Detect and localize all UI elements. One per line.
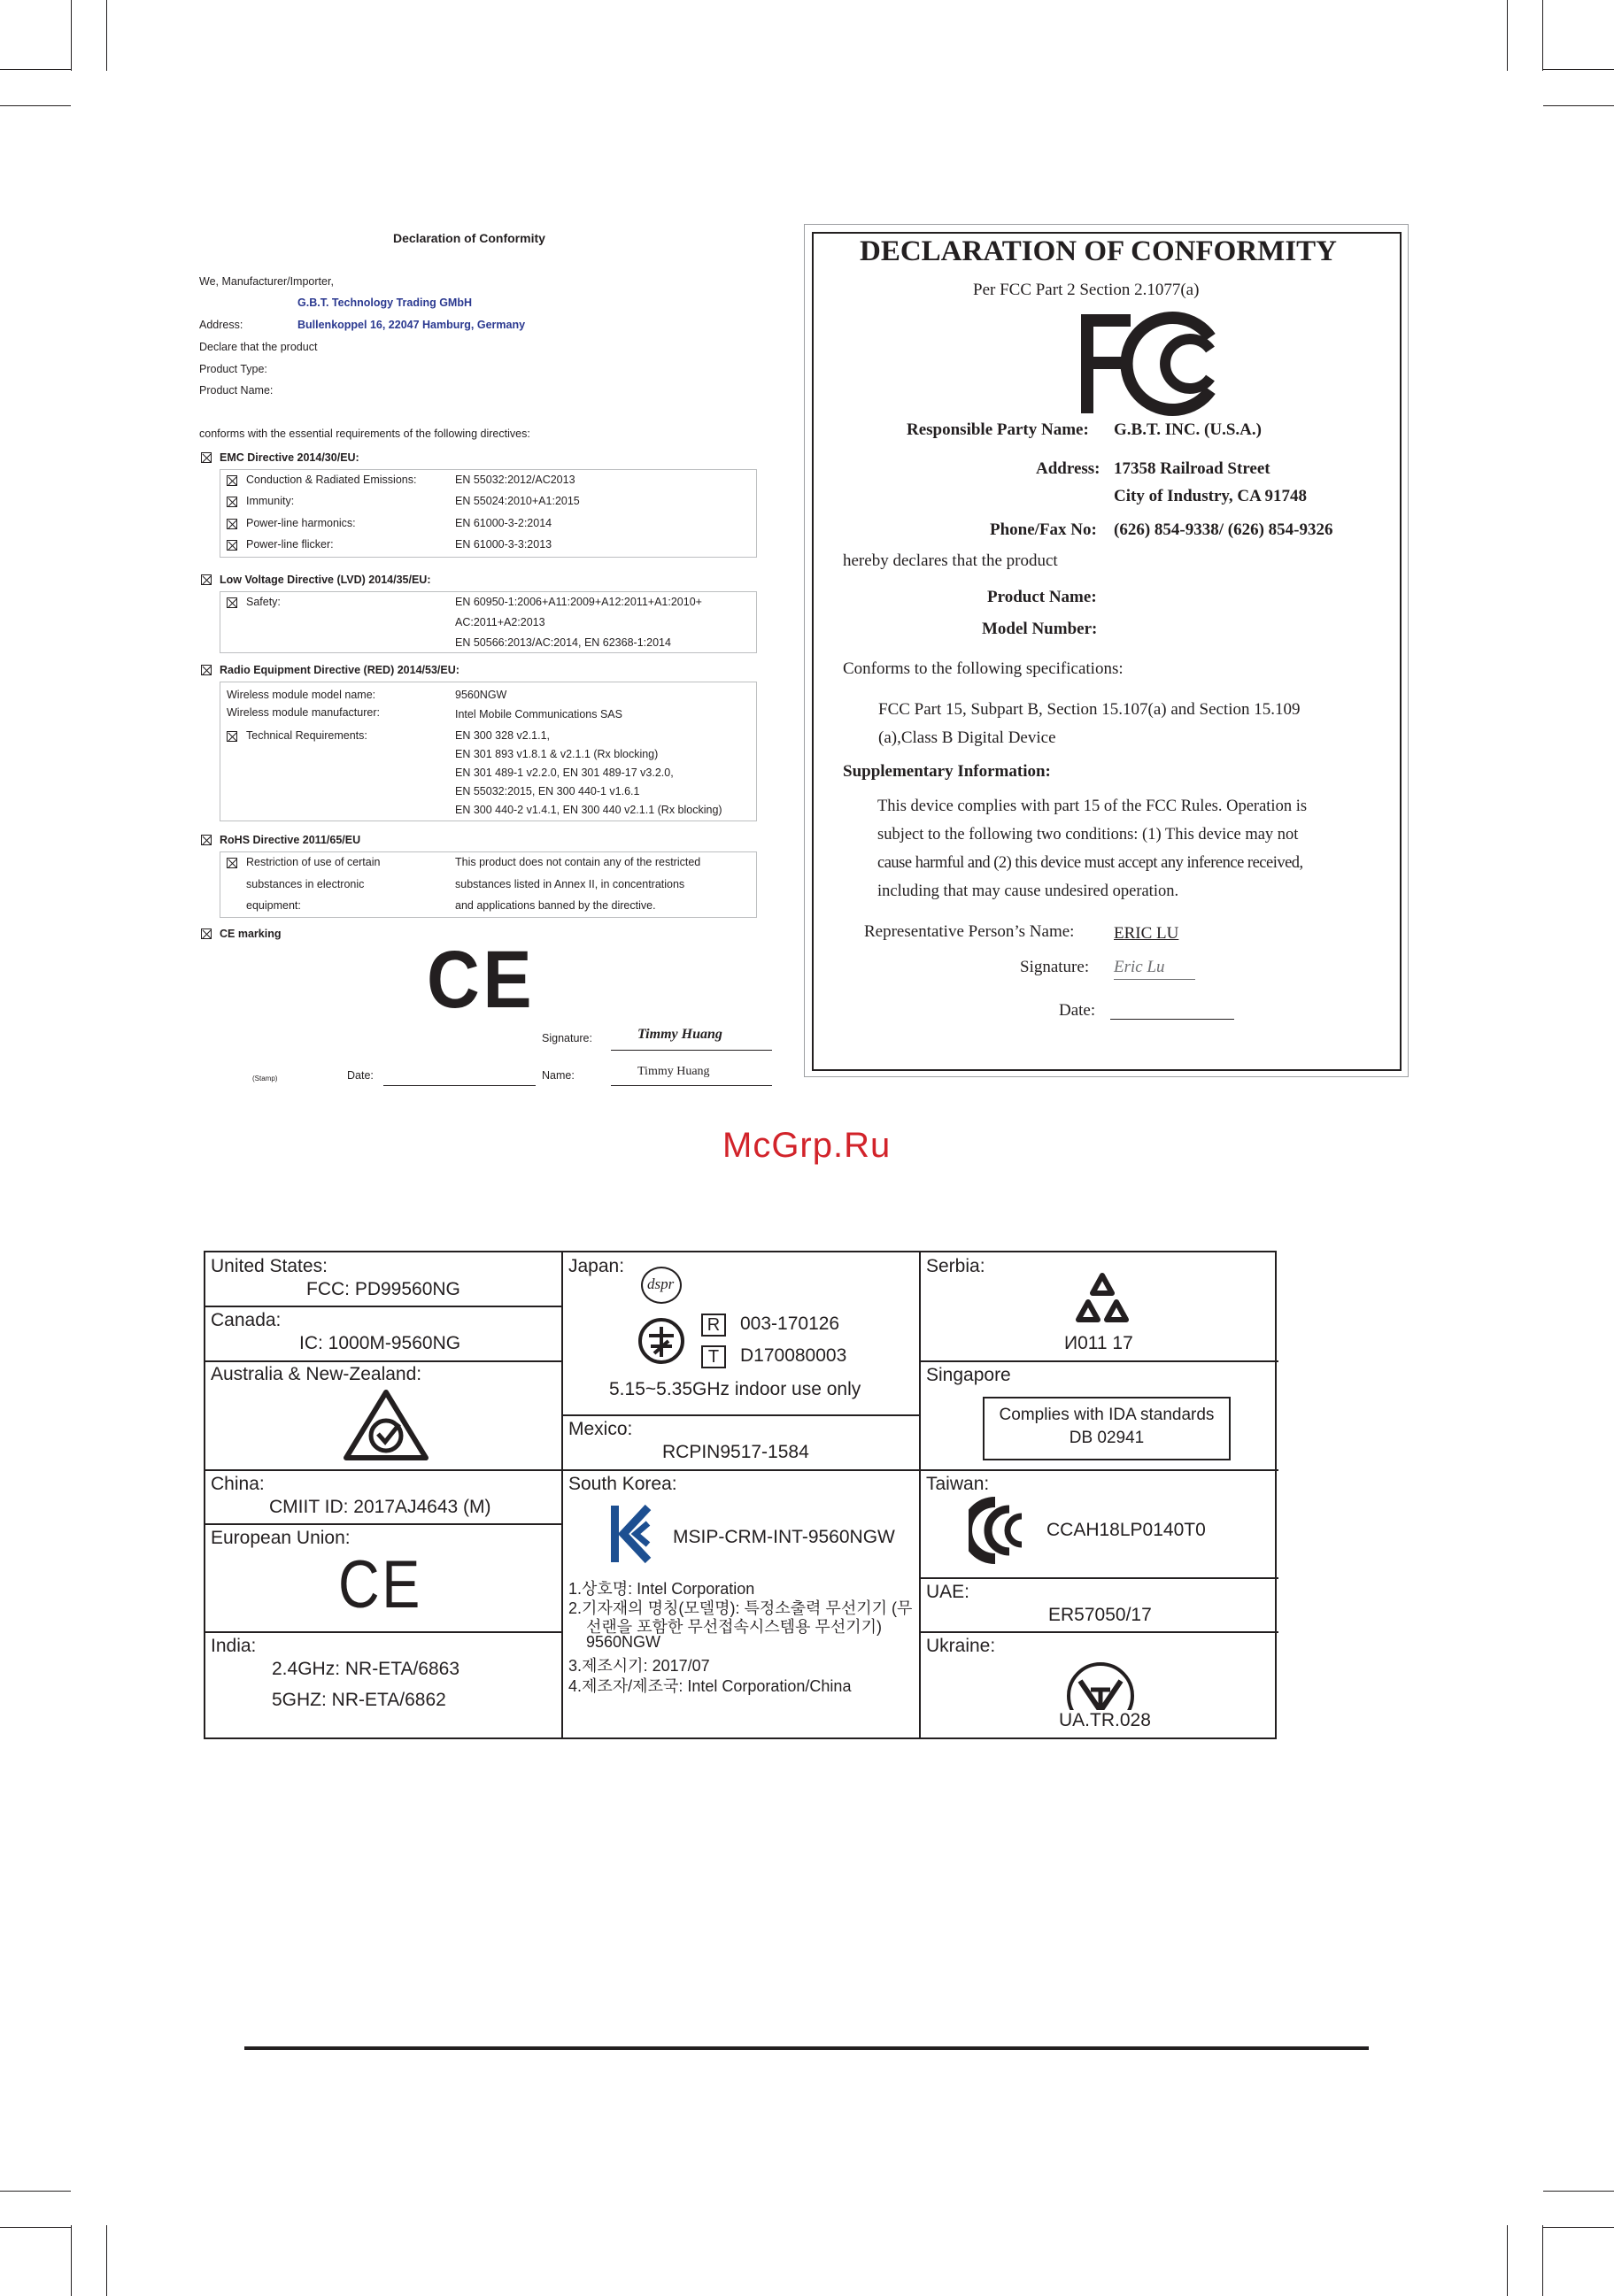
eu-label: European Union: xyxy=(211,1528,351,1548)
eu-signature: Timmy Huang xyxy=(637,1027,722,1042)
ce-mark-logo: CE xyxy=(427,935,536,1025)
eu-signature-label: Signature: xyxy=(542,1032,592,1044)
grid-line xyxy=(205,1306,563,1307)
sg-box-line2: DB 02941 xyxy=(1069,1429,1145,1447)
fcc-sig-line xyxy=(1114,979,1195,980)
giteki-icon xyxy=(637,1316,686,1366)
emc-row-checkbox xyxy=(227,497,237,507)
eu-name: Timmy Huang xyxy=(637,1065,710,1078)
eu-declaration xyxy=(0,0,797,1098)
au-label: Australia & New-Zealand: xyxy=(211,1364,422,1384)
jp-r-value: 003-170126 xyxy=(740,1314,840,1334)
rs-label: Serbia: xyxy=(926,1256,985,1276)
fcc-rep-label: Representative Person’s Name: xyxy=(864,922,1075,941)
red-line: EN 301 893 v1.8.1 & v2.1.1 (Rx blocking) xyxy=(455,748,659,760)
lvd-line: EN 50566:2013/AC:2014, EN 62368-1:2014 xyxy=(455,636,671,649)
rohs-left: substances in electronic xyxy=(246,878,365,890)
watermark-text: McGrp.Ru xyxy=(722,1126,892,1165)
red-mfr: Intel Mobile Communications SAS xyxy=(455,708,622,720)
eu-product-type-label: Product Type: xyxy=(199,363,267,375)
grid-line xyxy=(561,1252,563,1737)
us-label: United States: xyxy=(211,1256,328,1276)
fcc-address1: 17358 Railroad Street xyxy=(1114,459,1270,478)
fcc-hereby: hereby declares that the product xyxy=(843,551,1058,570)
jp-label: Japan: xyxy=(568,1256,625,1276)
fcc-product-name-label: Product Name: xyxy=(987,588,1097,606)
eu-declare: Declare that the product xyxy=(199,341,318,353)
fcc-supp-label: Supplementary Information: xyxy=(843,762,1051,781)
tw-value: CCAH18LP0140T0 xyxy=(1046,1520,1206,1540)
lvd-line: AC:2011+A2:2013 xyxy=(455,616,545,628)
eu-company: G.B.T. Technology Trading GMbH xyxy=(297,297,472,309)
emc-row-value: EN 55032:2012/AC2013 xyxy=(455,474,575,486)
fcc-address2: City of Industry, CA 91748 xyxy=(1114,487,1307,505)
in-value-24: 2.4GHz: NR-ETA/6863 xyxy=(272,1659,460,1679)
lvd-safety-label: Safety: xyxy=(246,596,281,608)
in-value-5: 5GHZ: NR-ETA/6862 xyxy=(272,1690,446,1710)
fcc-spec1: FCC Part 15, Subpart B, Section 15.107(a) and Section 15.109 xyxy=(878,700,1301,719)
emc-row-label: Conduction & Radiated Emissions: xyxy=(246,474,417,486)
grid-line xyxy=(205,1631,563,1633)
red-tech-checkbox xyxy=(227,731,237,742)
fcc-date-label: Date: xyxy=(1059,1001,1096,1020)
sg-label: Singapore xyxy=(926,1365,1011,1385)
eu-intro: We, Manufacturer/Importer, xyxy=(199,275,334,288)
rs-value: И011 17 xyxy=(1064,1333,1133,1353)
grid-line xyxy=(919,1577,1278,1579)
fcc-spec2: (a),Class B Digital Device xyxy=(878,728,1056,747)
jp-note: 5.15~5.35GHz indoor use only xyxy=(609,1379,861,1399)
eu-stamp: (Stamp) xyxy=(252,1075,278,1083)
emc-row-label: Power-line flicker: xyxy=(246,538,334,551)
fcc-supp-line: cause harmful and (2) this device must accept any inference received, xyxy=(877,854,1303,872)
lvd-line: EN 60950-1:2006+A11:2009+A12:2011+A1:2010+ xyxy=(455,596,702,608)
eu-name-label: Name: xyxy=(542,1069,575,1082)
grid-line xyxy=(205,1523,563,1525)
red-model-label: Wireless module model name: xyxy=(227,689,376,701)
grid-line xyxy=(919,1360,1278,1362)
ca-label: Canada: xyxy=(211,1310,282,1330)
fcc-conforms: Conforms to the following specifications: xyxy=(843,659,1124,678)
fcc-declaration xyxy=(804,224,1409,1077)
lvd-checkbox xyxy=(201,574,212,585)
eu-address-label: Address: xyxy=(199,319,243,331)
emc-row-checkbox xyxy=(227,475,237,486)
fcc-rp: G.B.T. INC. (U.S.A.) xyxy=(1114,420,1262,439)
fcc-title: DECLARATION OF CONFORMITY xyxy=(860,235,1338,267)
footer-rule xyxy=(244,2046,1369,2050)
red-line: EN 55032:2015, EN 300 440-1 v1.6.1 xyxy=(455,785,640,797)
fcc-sig-label: Signature: xyxy=(1020,958,1090,976)
red-tech-label: Technical Requirements: xyxy=(246,729,367,742)
ae-value: ER57050/17 xyxy=(1048,1605,1152,1625)
eu-date-line xyxy=(383,1085,536,1086)
kr-line: 9560NGW xyxy=(586,1633,661,1651)
ua-label: Ukraine: xyxy=(926,1636,996,1656)
fcc-supp-line: including that may cause undesired operation. xyxy=(877,882,1179,900)
rohs-right: and applications banned by the directive. xyxy=(455,899,656,912)
eu-ce-mark: CE xyxy=(338,1547,422,1622)
red-model: 9560NGW xyxy=(455,689,507,701)
rohs-right: This product does not contain any of the restricted xyxy=(455,856,701,868)
kr-value: MSIP-CRM-INT-9560NGW xyxy=(673,1527,895,1547)
ce-marking-label: CE marking xyxy=(220,928,282,940)
rohs-checkbox xyxy=(201,835,212,845)
eu-name-line xyxy=(611,1085,772,1086)
rohs-row-checkbox xyxy=(227,858,237,868)
jp-t-value: D170080003 xyxy=(740,1345,847,1366)
mx-label: Mexico: xyxy=(568,1419,633,1439)
ae-label: UAE: xyxy=(926,1582,970,1602)
rohs-right: substances listed in Annex II, in concentrations xyxy=(455,878,685,890)
fcc-model-label: Model Number: xyxy=(982,620,1098,638)
grid-line xyxy=(205,1360,563,1362)
rohs-left: Restriction of use of certain xyxy=(246,856,381,868)
jp-r-box: R xyxy=(701,1314,726,1337)
cn-label: China: xyxy=(211,1474,265,1494)
cn-value: CMIIT ID: 2017AJ4643 (M) xyxy=(269,1497,491,1517)
eu-conforms: conforms with the essential requirements of the following directives: xyxy=(199,428,530,440)
kc-icon xyxy=(609,1504,652,1564)
eu-address: Bullenkoppel 16, 22047 Hamburg, Germany xyxy=(297,319,526,331)
rcm-icon xyxy=(341,1387,431,1463)
ua-value: UA.TR.028 xyxy=(1055,1710,1155,1731)
sg-box xyxy=(983,1397,1231,1460)
kr-line: 선랜을 포함한 무선접속시스템용 무선기기) xyxy=(586,1618,882,1636)
lvd-row-checkbox xyxy=(227,597,237,608)
fcc-supp-line: This device complies with part 15 of the FCC Rules. Operation is xyxy=(877,797,1308,815)
lvd-heading: Low Voltage Directive (LVD) 2014/35/EU: xyxy=(220,574,431,586)
rohs-left: equipment: xyxy=(246,899,301,912)
eu-date-label: Date: xyxy=(347,1069,374,1082)
eu-title: Declaration of Conformity xyxy=(393,231,545,245)
emc-checkbox xyxy=(201,452,212,463)
regulatory-table xyxy=(204,1251,1277,1739)
fcc-rep: ERIC LU xyxy=(1114,924,1179,943)
grid-line xyxy=(919,1631,1278,1633)
kr-line: 1.상호명: Intel Corporation xyxy=(568,1580,755,1598)
fcc-date-line xyxy=(1110,1019,1234,1020)
emc-row-label: Immunity: xyxy=(246,495,295,507)
ca-value: IC: 1000M-9560NG xyxy=(299,1333,461,1353)
emc-heading: EMC Directive 2014/30/EU: xyxy=(220,451,359,464)
red-heading: Radio Equipment Directive (RED) 2014/53/EU: xyxy=(220,664,459,676)
grid-line xyxy=(561,1469,921,1471)
ncc-icon xyxy=(969,1497,1036,1564)
emc-row-checkbox xyxy=(227,519,237,529)
tw-label: Taiwan: xyxy=(926,1474,990,1494)
emc-row-checkbox xyxy=(227,540,237,551)
eu-signature-line xyxy=(611,1050,772,1051)
red-mfr-label: Wireless module manufacturer: xyxy=(227,706,380,719)
fcc-sig: Eric Lu xyxy=(1114,958,1165,976)
rohs-heading: RoHS Directive 2011/65/EU xyxy=(220,834,361,846)
red-line: EN 300 440-2 v1.4.1, EN 300 440 v2.1.1 (Rx blocking) xyxy=(455,804,722,816)
red-line: EN 300 328 v2.1.1, xyxy=(455,729,551,742)
dspr-icon: dspr xyxy=(641,1267,682,1304)
fcc-subtitle: Per FCC Part 2 Section 2.1077(a) xyxy=(973,281,1200,299)
fcc-phone-label: Phone/Fax No: xyxy=(990,520,1097,539)
fcc-phone: (626) 854-9338/ (626) 854-9326 xyxy=(1114,520,1333,539)
fcc-address-label: Address: xyxy=(1036,459,1100,478)
in-label: India: xyxy=(211,1636,257,1656)
emc-row-value: EN 55024:2010+A1:2015 xyxy=(455,495,580,507)
fcc-logo xyxy=(1077,311,1223,417)
red-checkbox xyxy=(201,665,212,675)
eu-product-name-label: Product Name: xyxy=(199,384,274,397)
red-line: EN 301 489-1 v2.2.0, EN 301 489-17 v3.2.0, xyxy=(455,767,674,779)
grid-line xyxy=(205,1469,563,1471)
kr-line: 3.제조시기: 2017/07 xyxy=(568,1657,710,1675)
ce-checkbox xyxy=(201,928,212,939)
grid-line xyxy=(919,1252,921,1737)
fcc-supp-line: subject to the following two conditions: (1) This device may not xyxy=(877,826,1299,844)
grid-line xyxy=(919,1469,1278,1471)
emc-row-value: EN 61000-3-2:2014 xyxy=(455,517,552,529)
jp-t-box: T xyxy=(701,1345,726,1368)
kr-label: South Korea: xyxy=(568,1474,677,1494)
kr-line: 2.기자재의 명칭(모델명): 특정소출력 무선기기 (무 xyxy=(568,1599,913,1617)
us-value: FCC: PD99560NG xyxy=(306,1279,460,1299)
mx-value: RCPIN9517-1584 xyxy=(662,1442,809,1462)
serbia-mark-icon xyxy=(1073,1272,1131,1327)
grid-line xyxy=(561,1414,921,1416)
kr-line: 4.제조자/제조국: Intel Corporation/China xyxy=(568,1677,852,1695)
emc-row-value: EN 61000-3-3:2013 xyxy=(455,538,552,551)
sg-box-line1: Complies with IDA standards xyxy=(999,1406,1215,1424)
fcc-rp-label: Responsible Party Name: xyxy=(907,420,1089,439)
emc-row-label: Power-line harmonics: xyxy=(246,517,356,529)
